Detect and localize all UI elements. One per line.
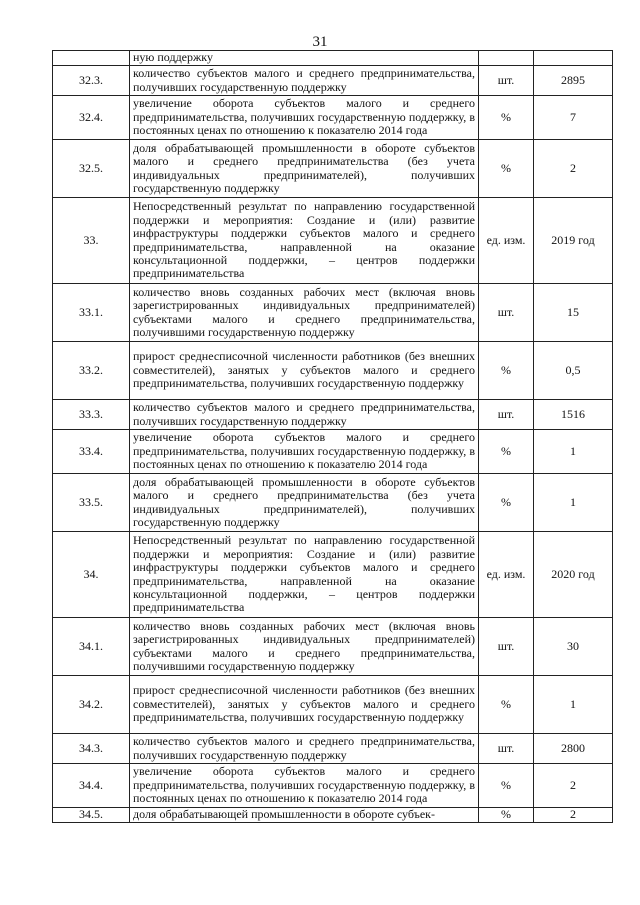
row-indicator-text: прирост среднесписочной численности работников (без внешних совместителей), занятых у субъектов малого и среднего предпринимательства, получивших государственную поддержку (130, 342, 479, 400)
row-unit: шт. (479, 618, 534, 676)
row-indicator-text: ную поддержку (130, 51, 479, 66)
table-row (53, 676, 613, 734)
table-row (53, 51, 613, 66)
row-value: 2 (534, 140, 613, 198)
indicators-table (52, 50, 613, 823)
row-unit: % (479, 430, 534, 474)
row-value: 2 (534, 808, 613, 823)
row-number: 34.2. (53, 676, 130, 734)
row-number: 34.3. (53, 734, 130, 764)
row-value: 30 (534, 618, 613, 676)
row-indicator-text: количество вновь созданных рабочих мест (включая вновь зарегистрированных индивидуальных предпринимателей) субъектами малого и среднего предпринимательства, получившими государственную поддержку (130, 618, 479, 676)
row-value: 15 (534, 284, 613, 342)
row-unit: % (479, 764, 534, 808)
row-value: 2020 год (534, 532, 613, 618)
row-value: 1 (534, 676, 613, 734)
row-unit: ед. изм. (479, 198, 534, 284)
table-row (53, 734, 613, 764)
row-unit (479, 51, 534, 66)
row-indicator-text: количество субъектов малого и среднего предпринимательства, получивших государственную поддержку (130, 734, 479, 764)
table-row (53, 474, 613, 532)
row-unit: % (479, 808, 534, 823)
table-row (53, 96, 613, 140)
row-indicator-text: количество субъектов малого и среднего предпринимательства, получивших государственную поддержку (130, 66, 479, 96)
row-value: 2019 год (534, 198, 613, 284)
row-number: 34. (53, 532, 130, 618)
row-number: 32.3. (53, 66, 130, 96)
table-row (53, 532, 613, 618)
row-indicator-text: прирост среднесписочной численности работников (без внешних совместителей), занятых у субъектов малого и среднего предпринимательства, получивших государственную поддержку (130, 676, 479, 734)
table-row (53, 140, 613, 198)
row-unit: шт. (479, 400, 534, 430)
row-indicator-text: количество субъектов малого и среднего предпринимательства, получивших государственную поддержку (130, 400, 479, 430)
row-unit: % (479, 140, 534, 198)
table-row (53, 198, 613, 284)
row-number: 32.4. (53, 96, 130, 140)
table-body (53, 51, 613, 823)
table-row (53, 66, 613, 96)
row-number: 33.5. (53, 474, 130, 532)
row-indicator-text: доля обрабатывающей промышленности в обороте субъектов малого и среднего предпринимательства (без учета индивидуальных предпринимателей), получивших государственную поддержку (130, 140, 479, 198)
row-unit: % (479, 474, 534, 532)
row-value: 1 (534, 474, 613, 532)
table-row (53, 618, 613, 676)
row-unit: % (479, 342, 534, 400)
row-unit: ед. изм. (479, 532, 534, 618)
row-indicator-text: доля обрабатывающей промышленности в обороте субъектов малого и среднего предпринимательства (без учета индивидуальных предпринимателей), получивших государственную поддержку (130, 474, 479, 532)
row-unit: шт. (479, 66, 534, 96)
table-row (53, 400, 613, 430)
page-number: 31 (312, 34, 328, 50)
row-indicator-text: количество вновь созданных рабочих мест (включая вновь зарегистрированных индивидуальных предпринимателей) субъектами малого и среднего предпринимательства, получившими государственную поддержку (130, 284, 479, 342)
table-row (53, 764, 613, 808)
row-number: 32.5. (53, 140, 130, 198)
row-value: 2895 (534, 66, 613, 96)
row-value: 2800 (534, 734, 613, 764)
row-value: 2 (534, 764, 613, 808)
row-value: 0,5 (534, 342, 613, 400)
row-value: 1516 (534, 400, 613, 430)
row-number (53, 51, 130, 66)
row-value (534, 51, 613, 66)
row-number: 34.4. (53, 764, 130, 808)
row-number: 33.3. (53, 400, 130, 430)
row-number: 33.2. (53, 342, 130, 400)
table-row (53, 342, 613, 400)
row-indicator-text: доля обрабатывающей промышленности в обороте субъек- (130, 808, 479, 823)
row-indicator-text: увеличение оборота субъектов малого и среднего предпринимательства, получивших государственную поддержку, в постоянных ценах по отношению к показателю 2014 года (130, 96, 479, 140)
row-indicator-text: увеличение оборота субъектов малого и среднего предпринимательства, получивших государственную поддержку, в постоянных ценах по отношению к показателю 2014 года (130, 764, 479, 808)
row-unit: шт. (479, 284, 534, 342)
row-indicator-text: увеличение оборота субъектов малого и среднего предпринимательства, получивших государственную поддержку, в постоянных ценах по отношению к показателю 2014 года (130, 430, 479, 474)
row-number: 33.1. (53, 284, 130, 342)
row-value: 7 (534, 96, 613, 140)
row-number: 34.5. (53, 808, 130, 823)
row-unit: % (479, 96, 534, 140)
row-number: 33. (53, 198, 130, 284)
table-row (53, 430, 613, 474)
table-row (53, 808, 613, 823)
row-unit: шт. (479, 734, 534, 764)
row-value: 1 (534, 430, 613, 474)
row-number: 34.1. (53, 618, 130, 676)
table-row (53, 284, 613, 342)
row-number: 33.4. (53, 430, 130, 474)
row-indicator-text: Непосредственный результат по направлению государственной поддержки и мероприятия: Создание и (или) развитие инфраструктуры поддержки субъектов малого и среднего предпринимательства, направленной на оказание консультационной поддержки, – центров поддержки предпринимательства (130, 532, 479, 618)
row-unit: % (479, 676, 534, 734)
row-indicator-text: Непосредственный результат по направлению государственной поддержки и мероприятия: Создание и (или) развитие инфраструктуры поддержки субъектов малого и среднего предпринимательства, направленной на оказание консультационной поддержки, – центров поддержки предпринимательства (130, 198, 479, 284)
